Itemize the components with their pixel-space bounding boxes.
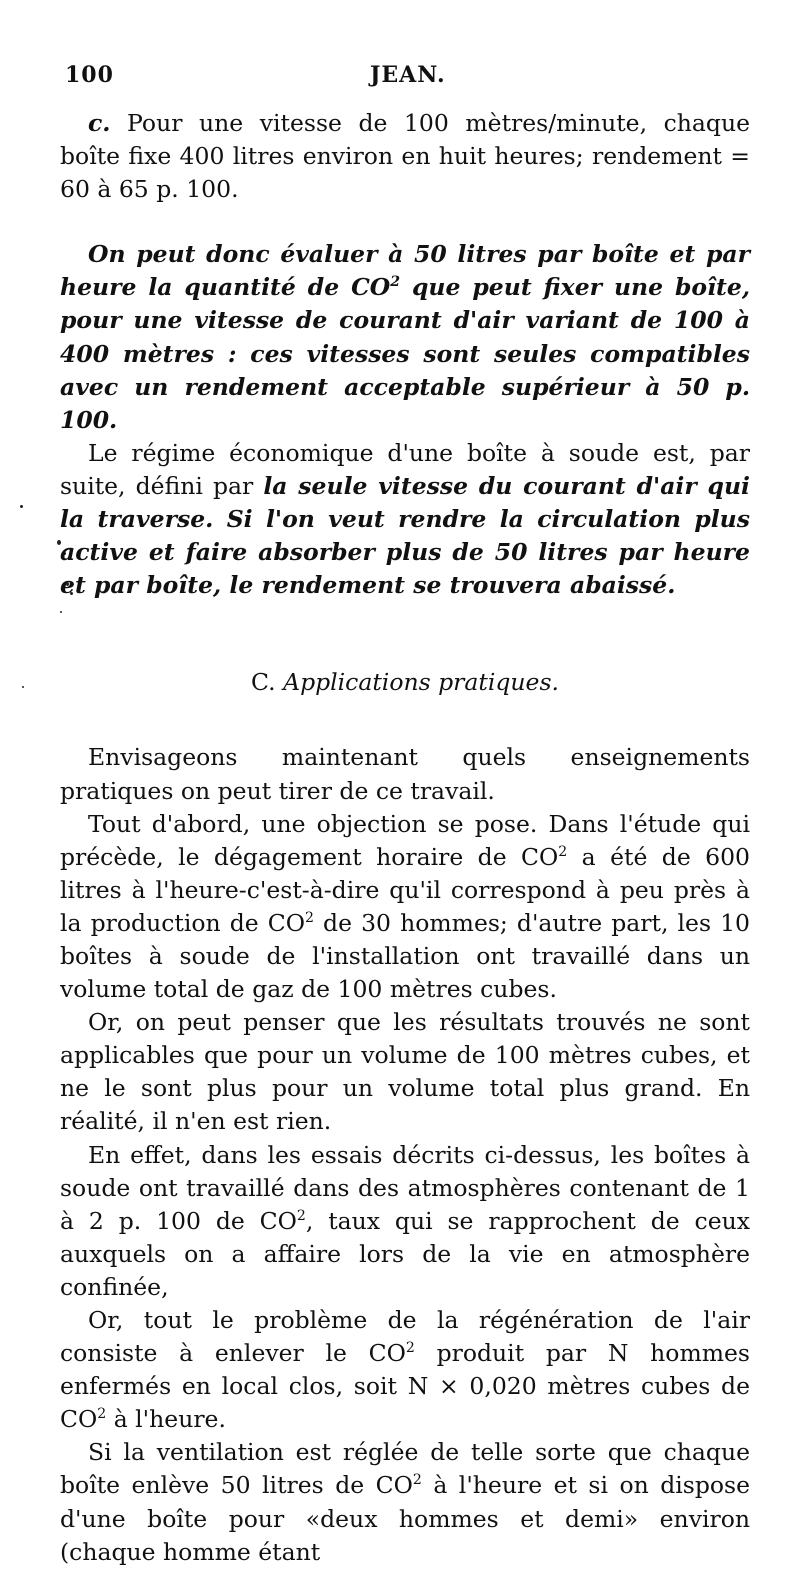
regime-paragraph: Le régime économique d'une boîte à soude est, par suite, défini par la seule vitesse du courant d'air qui la traverse. Si l'on veut rendre la circulation plus active et faire absorber plus de 50 litres par heure et par boîte, le rendement se trouvera abaissé. <box>60 438 750 600</box>
paragraph-objection: Tout d'abord, une objection se pose. Dans l'étude qui précède, le dégagement horaire de $CO^2$ a été de 600 litres à l'heure-c'est-à-dire qu'il correspond à peu près à la production de $CO^2$ de 30 hommes; d'autre part, les 10 boîtes à soude de l'installation ont travaillé dans un volume total de gaz de 100 mètres cubes. <box>60 809 751 1004</box>
section-title: Applications pratiques. <box>283 668 559 697</box>
item-label: c. <box>88 109 111 137</box>
running-title: JEAN. <box>370 62 446 88</box>
paragraph-probleme: Or, tout le problème de la régénération de l'air consiste à enlever le $CO^2$ produit par N hommes enfermés en local clos, soit N × 0,020 mètres cubes de $CO^2$ à l'heure. <box>60 1306 750 1434</box>
section-letter: C. <box>251 668 284 697</box>
paragraph-resultats: Or, on peut penser que les résultats trouvés ne sont applicables que pour un volume de 100 mètres cubes, et ne le sont plus pour un volume total plus grand. En réalité, il n'en est rien. <box>60 1008 750 1136</box>
summary-paragraph: On peut donc évaluer à 50 litres par boîte et par heure la quantité de $CO^2$ que peut fixer une boîte, pour une vitesse de courant d'air variant de 100 à 400 mètres : ces vitesses sont seules compatibles avec un rendement acceptable supérieur à 50 p. 100. <box>60 240 750 434</box>
item-c-paragraph: c. Pour une vitesse de 100 mètres/minute, chaque boîte fixe 400 litres environ en huit heures; rendement = 60 à 65 p. 100. <box>60 109 750 204</box>
page-number: 100 <box>65 62 114 88</box>
paragraph-en-effet: En effet, dans les essais décrits ci-dessus, les boîtes à soude ont travaillé dans des atmosphères contenant de 1 à 2 p. 100 de $CO^2$, taux qui se rapprochent de ceux auxquels on a affaire lors de la vie en atmosphère confinée, <box>60 1140 750 1301</box>
paragraph-envisageons: Envisageons maintenant quels enseignements pratiques on peut tirer de ce travail. <box>60 743 750 805</box>
regime-emphasis: la seule vitesse du courant d'air qui la traverse. Si l'on veut rendre la circulation plus active et faire absorber plus de 50 litres par heure et par boîte, le rendement se trouvera abaissé. <box>60 471 750 600</box>
paragraph-ventilation: Si la ventilation est réglée de telle sorte que chaque boîte enlève 50 litres de $CO^2$ à l'heure et si on dispose d'une boîte pour «deux hommes et demi» environ (chaque homme étant <box>60 1438 750 1566</box>
page-body <box>60 107 750 1569</box>
section-heading <box>60 666 750 699</box>
